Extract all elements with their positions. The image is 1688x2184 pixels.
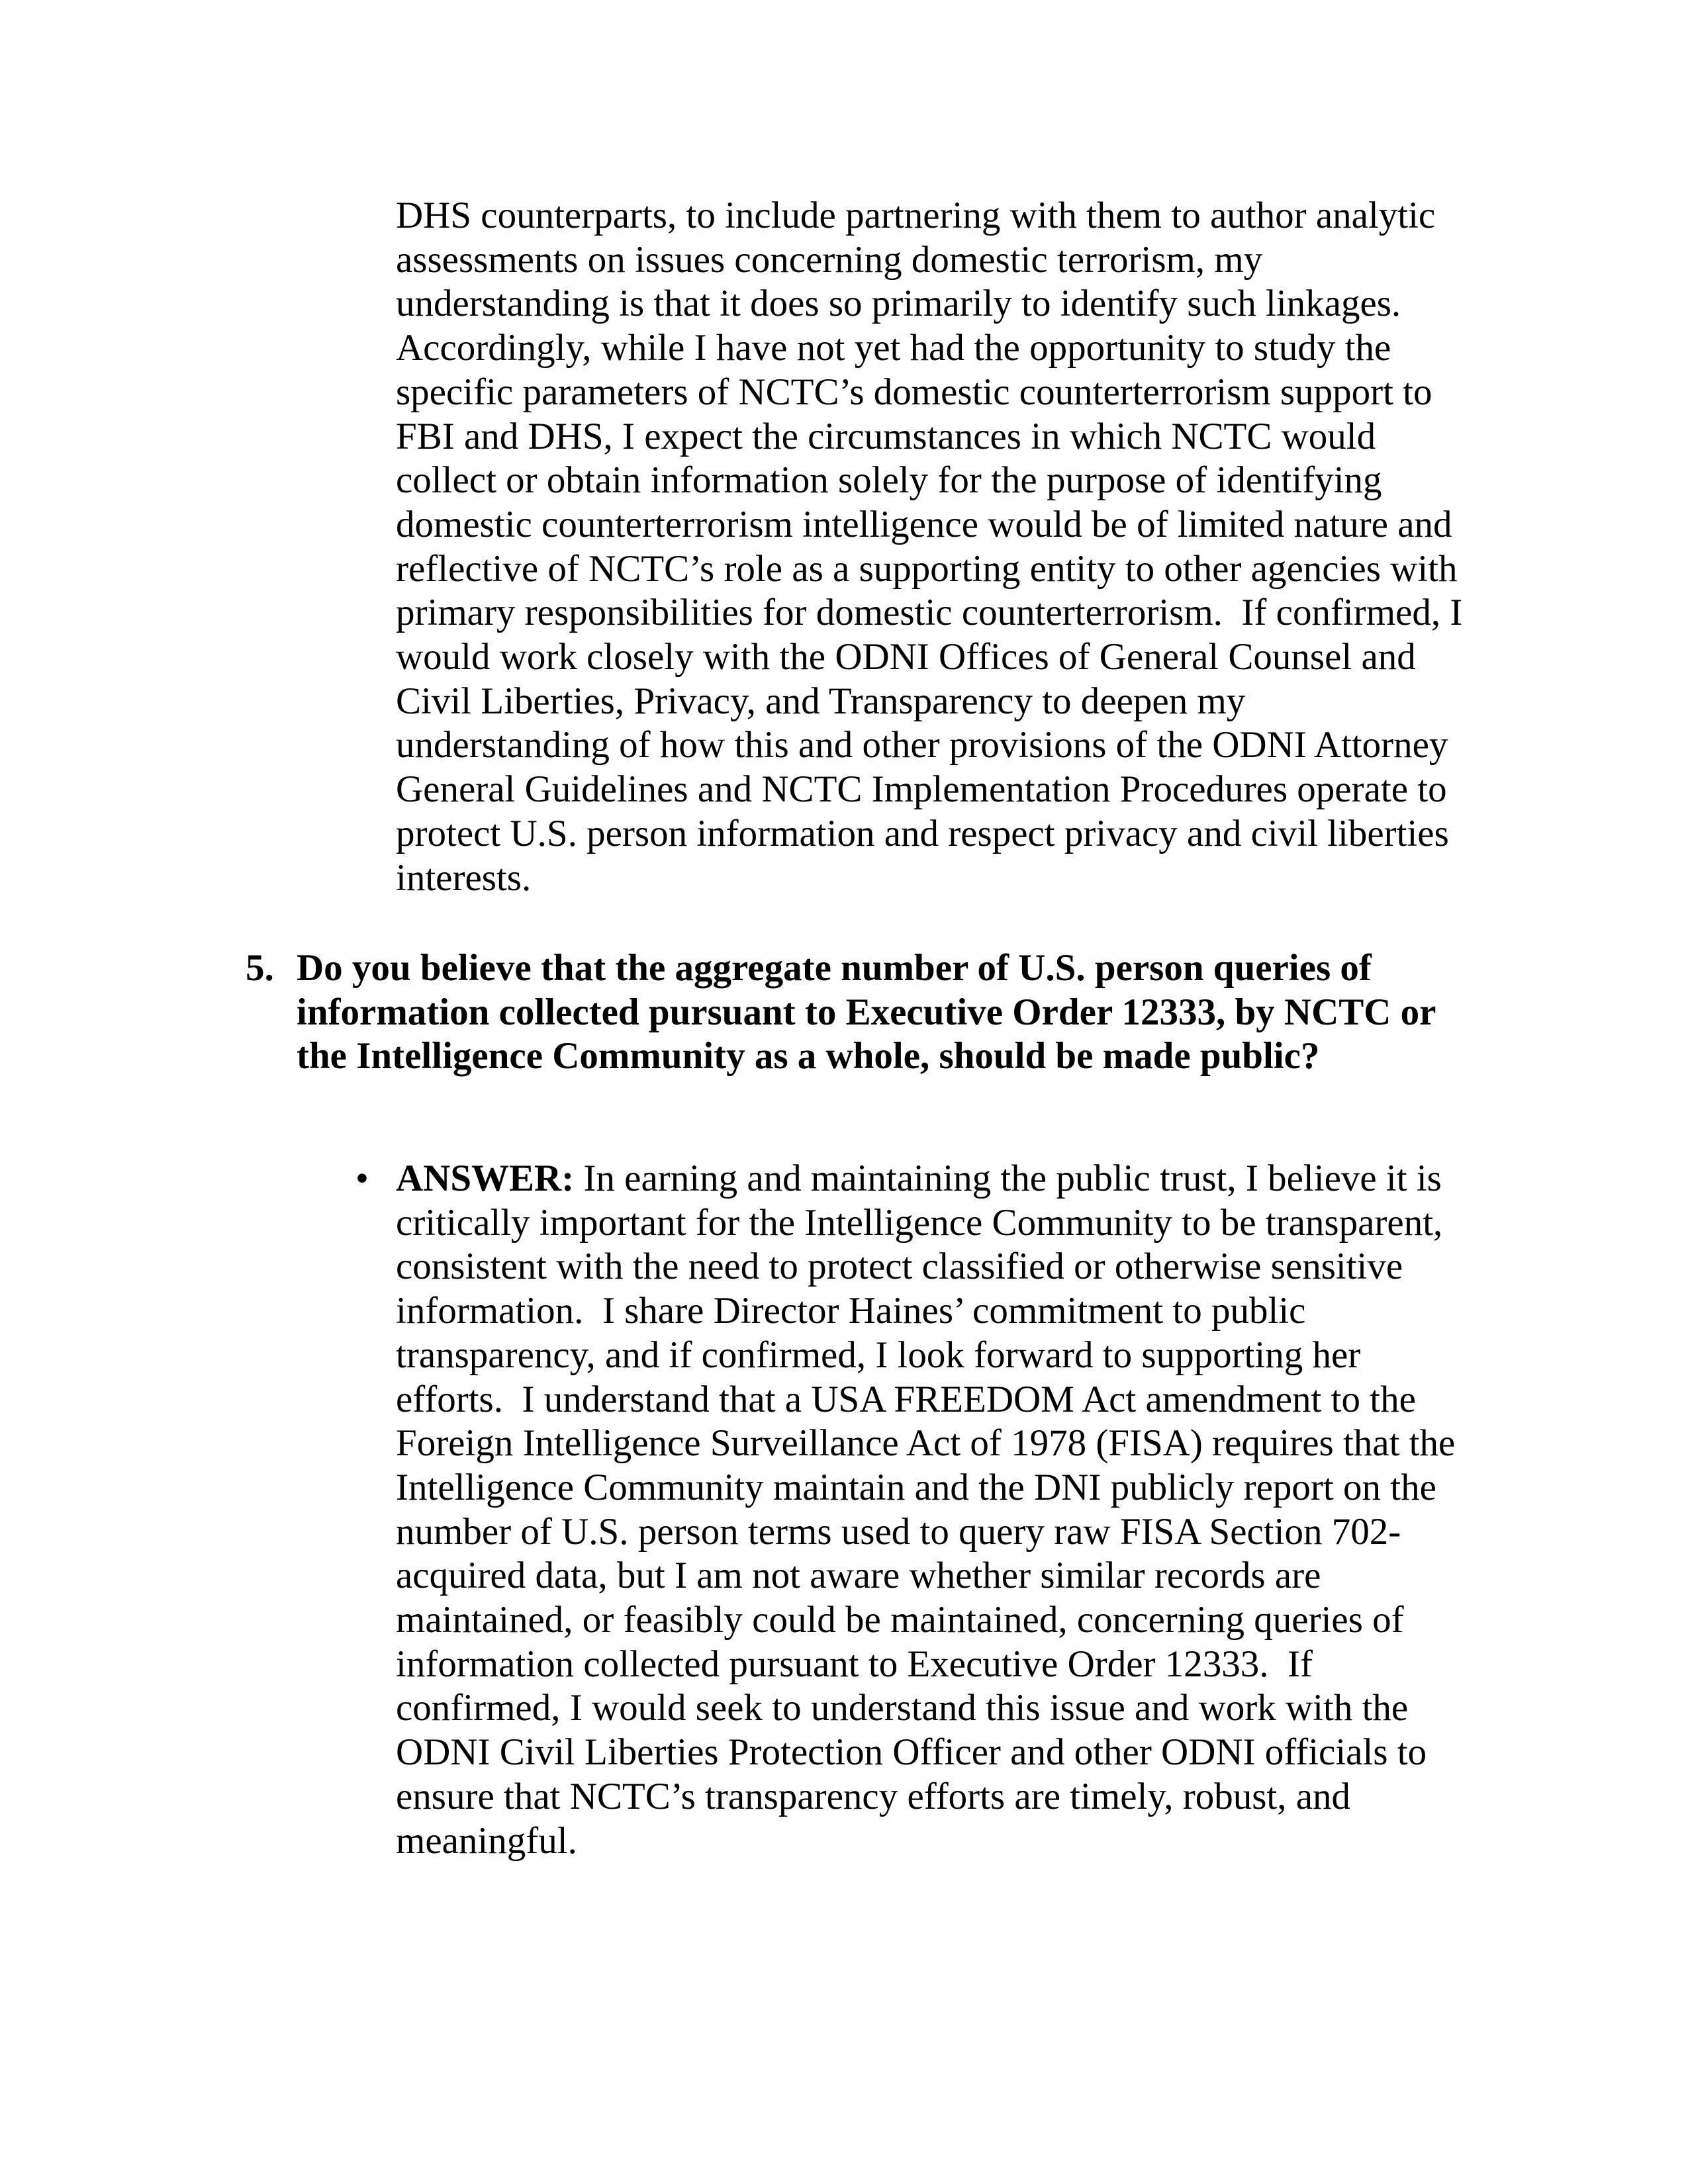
paragraph-line: interests. bbox=[396, 856, 532, 899]
question-line: Do you believe that the aggregate number of U.S. person queries of bbox=[297, 947, 1372, 989]
paragraph-line: primary responsibilities for domestic counterterrorism. If confirmed, I bbox=[396, 592, 1463, 634]
question-line: the Intelligence Community as a whole, should be made public? bbox=[297, 1035, 1320, 1077]
paragraph-line: understanding of how this and other provisions of the ODNI Attorney bbox=[396, 724, 1448, 766]
paragraph-line: protect U.S. person information and respect privacy and civil liberties bbox=[396, 812, 1449, 854]
answer-line: consistent with the need to protect classified or otherwise sensitive bbox=[396, 1246, 1403, 1288]
answer-line bbox=[396, 1157, 1455, 1201]
paragraph-line: FBI and DHS, I expect the circumstances in which NCTC would bbox=[396, 415, 1376, 457]
question-text bbox=[297, 946, 1436, 1079]
answer-line: Foreign Intelligence Surveillance Act of 1978 (FISA) requires that the bbox=[396, 1422, 1456, 1465]
answer-line: acquired data, but I am not aware whether similar records are bbox=[396, 1555, 1321, 1597]
answer-line: information. I share Director Haines’ commitment to public bbox=[396, 1290, 1306, 1332]
paragraph-line: assessments on issues concerning domestic terrorism, my bbox=[396, 238, 1263, 281]
bullet-icon: • bbox=[355, 1158, 369, 1199]
answer-line-rest: In earning and maintaining the public trust, I believe it is bbox=[574, 1158, 1442, 1199]
answer-text bbox=[396, 1157, 1455, 1863]
continued-answer-paragraph bbox=[396, 194, 1462, 900]
paragraph-line: domestic counterterrorism intelligence would be of limited nature and bbox=[396, 503, 1452, 545]
question-line: information collected pursuant to Executive Order 12333, by NCTC or bbox=[297, 991, 1436, 1033]
paragraph-line: DHS counterparts, to include partnering with them to author analytic bbox=[396, 195, 1436, 236]
paragraph-line: collect or obtain information solely for the purpose of identifying bbox=[396, 459, 1382, 502]
paragraph-line: Accordingly, while I have not yet had the opportunity to study the bbox=[396, 327, 1391, 369]
paragraph-line: Civil Liberties, Privacy, and Transparency to deepen my bbox=[396, 680, 1246, 722]
answer-line: Intelligence Community maintain and the DNI publicly report on the bbox=[396, 1466, 1436, 1508]
answer-line: ensure that NCTC’s transparency efforts are timely, robust, and bbox=[396, 1775, 1351, 1817]
paragraph-line: understanding is that it does so primarily to identify such linkages. bbox=[396, 283, 1401, 325]
answer-line: information collected pursuant to Executive Order 12333. If bbox=[396, 1643, 1313, 1685]
paragraph-line: would work closely with the ODNI Offices of General Counsel and bbox=[396, 636, 1416, 678]
answer-line: number of U.S. person terms used to query raw FISA Section 702- bbox=[396, 1510, 1401, 1553]
question-number: 5. bbox=[246, 947, 274, 989]
answer-line: meaningful. bbox=[396, 1819, 577, 1862]
answer-label: ANSWER: bbox=[396, 1158, 575, 1199]
paragraph-line: specific parameters of NCTC’s domestic counterterrorism support to bbox=[396, 371, 1432, 413]
answer-line: maintained, or feasibly could be maintained, concerning queries of bbox=[396, 1599, 1404, 1641]
answer-line: transparency, and if confirmed, I look forward to supporting her bbox=[396, 1334, 1361, 1376]
paragraph-line: General Guidelines and NCTC Implementation Procedures operate to bbox=[396, 768, 1447, 811]
answer-line: efforts. I understand that a USA FREEDOM Act amendment to the bbox=[396, 1378, 1416, 1420]
answer-line: critically important for the Intelligence Community to be transparent, bbox=[396, 1201, 1443, 1244]
answer-line: ODNI Civil Liberties Protection Officer and other ODNI officials to bbox=[396, 1731, 1427, 1774]
paragraph-line: reflective of NCTC’s role as a supporting entity to other agencies with bbox=[396, 547, 1458, 590]
answer-line: confirmed, I would seek to understand this issue and work with the bbox=[396, 1687, 1409, 1729]
